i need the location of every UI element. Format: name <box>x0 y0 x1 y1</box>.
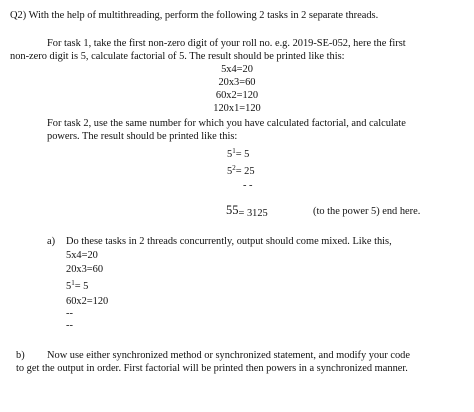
power-base: 5 <box>227 166 233 177</box>
power-result: = 5 <box>235 149 250 160</box>
power-ellipsis: - - <box>243 180 253 191</box>
part-a-dashes-2: -- <box>66 320 73 331</box>
task2-line1: For task 2, use the same number for which you have calculated factorial, and calculate <box>47 118 406 129</box>
power-exponent: 5 <box>232 203 239 217</box>
part-b-line2: to get the output in order. First factorial will be printed then powers in a synchronized manner. <box>16 363 408 374</box>
power-result: = 3125 <box>238 208 268 219</box>
power-line-1 <box>227 147 250 160</box>
task1-line2: non-zero digit is 5, calculate factorial of 5. The result should be printed like this: <box>10 51 345 62</box>
power-result: = 25 <box>235 166 255 177</box>
power-note: (to the power 5) end here. <box>313 206 421 217</box>
part-a-output-1: 5x4=20 <box>66 250 98 261</box>
power-line-2 <box>227 164 255 177</box>
power-base: 5 <box>227 149 233 160</box>
part-a-power <box>66 279 89 292</box>
task1-output-3: 60x2=120 <box>215 90 259 101</box>
task1-output-1: 5x4=20 <box>221 64 253 75</box>
part-a-output-3: 60x2=120 <box>66 296 109 307</box>
task1-output-2: 20x3=60 <box>218 77 256 88</box>
part-b-label: b) <box>16 350 25 361</box>
power-exponent: 2 <box>232 164 236 172</box>
power-line-last <box>226 204 268 219</box>
power-base: 5 <box>226 203 233 217</box>
part-a-dashes-1: -- <box>66 308 73 319</box>
question-heading: Q2) With the help of multithreading, perform the following 2 tasks in 2 separate threads. <box>10 10 379 21</box>
power-base: 5 <box>66 281 72 292</box>
part-a-text: Do these tasks in 2 threads concurrently, output should come mixed. Like this, <box>66 236 392 247</box>
part-a-output-2: 20x3=60 <box>66 264 104 275</box>
task1-output-4: 120x1=120 <box>213 103 261 114</box>
part-a-label: a) <box>47 236 56 247</box>
task2-line2: powers. The result should be printed like this: <box>47 131 238 142</box>
part-b-line1: Now use either synchronized method or synchronized statement, and modify your code <box>47 350 410 361</box>
task1-line1: For task 1, take the first non-zero digit of your roll no. e.g. 2019-SE-052, here the first <box>47 38 406 49</box>
power-exponent: 1 <box>232 147 236 155</box>
power-exponent: 1 <box>71 279 75 287</box>
power-result: = 5 <box>74 281 89 292</box>
